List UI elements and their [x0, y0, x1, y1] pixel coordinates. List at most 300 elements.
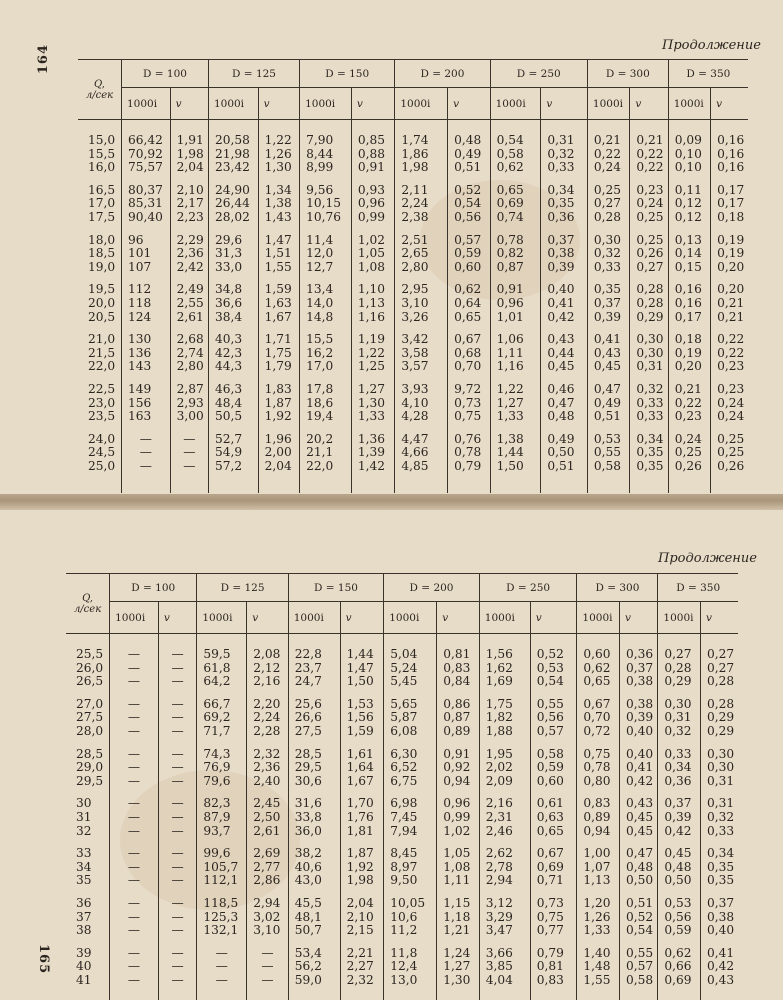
head-loss-subheader: 1000i	[587, 88, 629, 120]
head-loss-cell: 0,69	[490, 197, 541, 211]
velocity-cell: 2,20	[247, 698, 289, 712]
velocity-cell: 0,51	[541, 460, 588, 474]
flow-rate-cell: 16,5	[88, 183, 116, 197]
head-loss-cell: 21,1	[300, 446, 352, 460]
diameter-header: D = 100	[110, 574, 197, 602]
continuation-label: Продолжение	[662, 38, 761, 53]
velocity-cell: 1,25	[351, 360, 394, 374]
spacer-cell	[258, 175, 299, 184]
head-loss-cell: —	[110, 811, 159, 825]
head-loss-cell: 0,91	[490, 283, 541, 297]
spacer-cell	[530, 634, 577, 649]
spacer-cell	[395, 225, 448, 234]
spacer-cell	[258, 374, 299, 383]
velocity-cell: 1,02	[351, 234, 394, 248]
head-loss-cell: 0,62	[490, 161, 541, 175]
head-loss-cell: —	[110, 924, 159, 938]
head-loss-cell: 0,70	[577, 711, 620, 725]
velocity-cell: 2,87	[170, 383, 208, 397]
table-row	[78, 211, 748, 225]
head-loss-cell: 8,45	[384, 847, 437, 861]
spacer-cell	[490, 473, 541, 493]
head-loss-cell: 28,5	[288, 748, 340, 762]
spacer-cell	[384, 788, 437, 797]
head-loss-cell: 30,6	[288, 775, 340, 789]
velocity-cell: 1,10	[351, 283, 394, 297]
velocity-cell: —	[158, 675, 196, 689]
head-loss-cell: 66,42	[121, 134, 170, 148]
spacer-cell	[620, 689, 658, 698]
head-loss-cell: 4,85	[395, 460, 448, 474]
head-loss-cell: 2,51	[395, 234, 448, 248]
velocity-cell: 0,18	[711, 211, 748, 225]
flow-rate-cell: 25,5	[76, 648, 104, 661]
spacer-cell	[78, 120, 121, 135]
velocity-cell: 0,69	[530, 861, 577, 875]
head-loss-cell: 0,28	[658, 662, 701, 676]
velocity-cell: 0,40	[620, 725, 658, 739]
head-loss-cell: 10,05	[384, 897, 437, 911]
velocity-cell: 0,28	[630, 283, 668, 297]
spacer-cell	[121, 473, 170, 493]
head-loss-cell: 2,46	[479, 825, 530, 839]
head-loss-cell: 10,76	[300, 211, 352, 225]
velocity-cell: 0,34	[630, 433, 668, 447]
table-row	[78, 446, 748, 460]
hydraulic-table	[66, 574, 738, 1000]
head-loss-cell: 1,62	[479, 662, 530, 676]
spacer-cell	[541, 175, 588, 184]
flow-rate-cell: 17,5	[88, 210, 116, 224]
spacer-cell	[300, 120, 352, 135]
head-loss-cell: 3,26	[395, 311, 448, 325]
head-loss-cell: 25,6	[288, 698, 340, 712]
spacer-cell	[288, 689, 340, 698]
head-loss-cell: 5,87	[384, 711, 437, 725]
spacer-row	[66, 888, 738, 897]
head-loss-cell: 7,94	[384, 825, 437, 839]
velocity-cell: 0,37	[620, 662, 658, 676]
velocity-cell: 1,02	[437, 825, 480, 839]
spacer-cell	[170, 374, 208, 383]
velocity-cell: 2,27	[340, 960, 384, 974]
head-loss-cell: 56,2	[288, 960, 340, 974]
spacer-cell	[78, 324, 121, 333]
spacer-cell	[288, 987, 340, 1000]
head-loss-cell: 1,86	[395, 148, 448, 162]
spacer-row	[78, 175, 748, 184]
velocity-cell: —	[158, 711, 196, 725]
spacer-cell	[110, 838, 159, 847]
head-loss-cell: 112,1	[197, 874, 247, 888]
velocity-cell: 0,38	[620, 698, 658, 712]
velocity-subheader: v	[351, 88, 394, 120]
velocity-cell: 0,56	[448, 211, 490, 225]
head-loss-subheader: 1000i	[208, 88, 258, 120]
head-loss-cell: 12,0	[300, 247, 352, 261]
spacer-cell	[158, 634, 196, 649]
flow-rate-cell: 18,5	[88, 247, 116, 261]
spacer-cell	[170, 175, 208, 184]
spacer-row	[66, 689, 738, 698]
spacer-cell	[658, 689, 701, 698]
table-row	[78, 297, 748, 311]
head-loss-cell: 0,14	[668, 247, 710, 261]
velocity-cell: 1,18	[437, 911, 480, 925]
head-loss-cell: 3,29	[479, 911, 530, 925]
velocity-subheader: v	[437, 602, 480, 634]
head-loss-cell: 14,0	[300, 297, 352, 311]
head-loss-cell: 0,62	[658, 947, 701, 961]
velocity-subheader: v	[630, 88, 668, 120]
velocity-cell: 2,10	[340, 911, 384, 925]
velocity-cell: 0,43	[620, 797, 658, 811]
flow-rate-cell: 19,0	[88, 260, 116, 274]
head-loss-cell: 57,2	[208, 460, 258, 474]
spacer-cell	[437, 838, 480, 847]
velocity-cell: 0,16	[711, 148, 748, 162]
head-loss-cell: 1,82	[479, 711, 530, 725]
velocity-cell: —	[170, 433, 208, 447]
diameter-header: D = 125	[208, 60, 299, 88]
spacer-cell	[490, 274, 541, 283]
spacer-cell	[340, 788, 384, 797]
flow-rate-cell: 28,5	[76, 747, 104, 761]
spacer-cell	[668, 120, 710, 135]
spacer-cell	[300, 225, 352, 234]
velocity-cell: 2,86	[247, 874, 289, 888]
diameter-header: D = 300	[587, 60, 668, 88]
page-fold	[0, 494, 783, 510]
velocity-cell: 0,87	[437, 711, 480, 725]
velocity-cell: 1,98	[340, 874, 384, 888]
head-loss-cell: 8,99	[300, 161, 352, 175]
head-loss-cell: 1,16	[490, 360, 541, 374]
velocity-cell: 0,58	[620, 974, 658, 988]
velocity-cell: 1,43	[258, 211, 299, 225]
spacer-cell	[711, 225, 748, 234]
spacer-cell	[158, 938, 196, 947]
velocity-cell: 0,26	[711, 460, 748, 474]
spacer-row	[66, 987, 738, 1000]
diameter-header: D = 150	[300, 60, 395, 88]
head-loss-subheader: 1000i	[197, 602, 247, 634]
velocity-cell: —	[158, 775, 196, 789]
velocity-cell: 0,77	[530, 924, 577, 938]
head-loss-cell: 1,69	[479, 675, 530, 689]
velocity-cell: 0,24	[630, 197, 668, 211]
spacer-cell	[384, 739, 437, 748]
table-row	[78, 283, 748, 297]
table-row	[66, 775, 738, 789]
head-loss-cell: 1,33	[577, 924, 620, 938]
spacer-cell	[701, 888, 739, 897]
head-loss-cell: 59,5	[197, 648, 247, 662]
head-loss-cell: 11,4	[300, 234, 352, 248]
velocity-cell: 0,47	[620, 847, 658, 861]
head-loss-cell: 0,23	[668, 410, 710, 424]
velocity-cell: 0,73	[530, 897, 577, 911]
velocity-cell: 2,55	[170, 297, 208, 311]
table-row	[78, 410, 748, 424]
spacer-cell	[437, 888, 480, 897]
flow-rate-cell: 41	[76, 973, 92, 987]
spacer-cell	[158, 888, 196, 897]
spacer-cell	[658, 634, 701, 649]
head-loss-cell: 2,65	[395, 247, 448, 261]
flow-rate-symbol: Q,	[82, 592, 93, 604]
spacer-cell	[78, 175, 121, 184]
head-loss-cell: 19,4	[300, 410, 352, 424]
velocity-cell: 0,38	[620, 675, 658, 689]
head-loss-subheader: 1000i	[300, 88, 352, 120]
head-loss-cell: —	[121, 433, 170, 447]
head-loss-cell: 0,49	[587, 397, 629, 411]
spacer-cell	[170, 424, 208, 433]
spacer-cell	[197, 987, 247, 1000]
velocity-cell: 0,83	[437, 662, 480, 676]
spacer-cell	[197, 788, 247, 797]
velocity-cell: 0,31	[541, 134, 588, 148]
table-row	[78, 184, 748, 198]
head-loss-cell: 17,0	[300, 360, 352, 374]
spacer-cell	[208, 175, 258, 184]
velocity-cell: 0,23	[711, 383, 748, 397]
head-loss-cell: 0,12	[668, 197, 710, 211]
spacer-cell	[668, 274, 710, 283]
velocity-cell: 0,32	[630, 383, 668, 397]
flow-rate-cell: 28,0	[76, 724, 104, 738]
head-loss-cell: 31,3	[208, 247, 258, 261]
spacer-cell	[577, 888, 620, 897]
velocity-cell: 1,75	[258, 347, 299, 361]
velocity-cell: 0,78	[448, 446, 490, 460]
spacer-cell	[530, 888, 577, 897]
flow-rate-cell: 21,0	[88, 333, 116, 347]
head-loss-cell: 0,47	[587, 383, 629, 397]
head-loss-cell: 3,10	[395, 297, 448, 311]
velocity-cell: 0,57	[530, 725, 577, 739]
head-loss-cell: 124	[121, 311, 170, 325]
spacer-cell	[110, 689, 159, 698]
spacer-cell	[247, 987, 289, 1000]
velocity-cell: 1,64	[340, 761, 384, 775]
spacer-cell	[448, 473, 490, 493]
diameter-header: D = 100	[121, 60, 208, 88]
velocity-cell: 2,94	[247, 897, 289, 911]
head-loss-cell: 2,78	[479, 861, 530, 875]
head-loss-cell: 0,28	[587, 211, 629, 225]
velocity-cell: 0,26	[630, 247, 668, 261]
spacer-cell	[530, 987, 577, 1000]
head-loss-cell: 0,53	[658, 897, 701, 911]
flow-rate-cell: 38	[76, 924, 92, 938]
head-loss-cell: 40,3	[208, 333, 258, 347]
diameter-header: D = 250	[490, 60, 587, 88]
spacer-cell	[170, 324, 208, 333]
flow-rate-cell: 39	[76, 946, 92, 960]
head-loss-cell: 1,11	[490, 347, 541, 361]
head-loss-cell: 2,16	[479, 797, 530, 811]
spacer-cell	[170, 225, 208, 234]
table-row	[78, 134, 748, 148]
spacer-cell	[437, 987, 480, 1000]
head-loss-cell: 112	[121, 283, 170, 297]
table-row	[78, 397, 748, 411]
spacer-cell	[541, 424, 588, 433]
spacer-cell	[587, 175, 629, 184]
head-loss-cell: —	[110, 748, 159, 762]
velocity-cell: 2,61	[247, 825, 289, 839]
head-loss-cell: 0,94	[577, 825, 620, 839]
velocity-cell: 2,42	[170, 261, 208, 275]
page-165	[0, 510, 783, 1000]
diameter-header: D = 350	[658, 574, 738, 602]
velocity-cell: 2,36	[247, 761, 289, 775]
velocity-cell: 0,38	[541, 247, 588, 261]
spacer-cell	[587, 274, 629, 283]
velocity-cell: 0,33	[630, 410, 668, 424]
velocity-cell: 0,22	[711, 333, 748, 347]
velocity-cell: 0,63	[530, 811, 577, 825]
velocity-cell: 0,30	[701, 761, 739, 775]
page-number: 164	[36, 44, 51, 75]
velocity-cell: 0,59	[448, 247, 490, 261]
table-row	[78, 261, 748, 275]
head-loss-cell: 0,19	[668, 347, 710, 361]
head-loss-cell: 118,5	[197, 897, 247, 911]
head-loss-cell: 48,1	[288, 911, 340, 925]
velocity-subheader: v	[158, 602, 196, 634]
head-loss-cell: 0,75	[577, 748, 620, 762]
head-loss-cell: 0,51	[587, 410, 629, 424]
head-loss-cell: 0,48	[658, 861, 701, 875]
velocity-cell: 0,29	[701, 725, 739, 739]
velocity-cell: 0,70	[448, 360, 490, 374]
spacer-cell	[711, 374, 748, 383]
spacer-cell	[630, 175, 668, 184]
spacer-cell	[587, 225, 629, 234]
head-loss-cell: 1,95	[479, 748, 530, 762]
head-loss-cell: 0,82	[490, 247, 541, 261]
spacer-cell	[66, 788, 110, 797]
velocity-cell: 0,33	[701, 825, 739, 839]
head-loss-cell: 90,40	[121, 211, 170, 225]
spacer-cell	[577, 689, 620, 698]
head-loss-cell: 29,6	[208, 234, 258, 248]
spacer-cell	[668, 324, 710, 333]
head-loss-cell: 0,10	[668, 161, 710, 175]
velocity-cell: —	[247, 974, 289, 988]
head-loss-cell: 42,3	[208, 347, 258, 361]
velocity-cell: 1,87	[340, 847, 384, 861]
head-loss-cell: 52,7	[208, 433, 258, 447]
velocity-cell: 1,08	[351, 261, 394, 275]
spacer-cell	[490, 175, 541, 184]
spacer-cell	[158, 987, 196, 1000]
spacer-cell	[541, 473, 588, 493]
head-loss-cell: 0,39	[587, 311, 629, 325]
velocity-cell: 0,91	[351, 161, 394, 175]
head-loss-cell: 0,32	[587, 247, 629, 261]
flow-rate-cell: 17,0	[88, 197, 116, 211]
flow-rate-cell: 23,5	[88, 410, 116, 424]
spacer-cell	[288, 634, 340, 649]
spacer-cell	[620, 634, 658, 649]
head-loss-cell: 3,66	[479, 947, 530, 961]
spacer-cell	[258, 424, 299, 433]
table-row	[78, 197, 748, 211]
head-loss-cell: 21,98	[208, 148, 258, 162]
velocity-cell: 2,32	[247, 748, 289, 762]
table-row	[66, 911, 738, 925]
velocity-cell: —	[158, 874, 196, 888]
head-loss-cell: 1,75	[479, 698, 530, 712]
head-loss-cell: 1,48	[577, 960, 620, 974]
head-loss-cell: 85,31	[121, 197, 170, 211]
head-loss-cell: 3,57	[395, 360, 448, 374]
spacer-cell	[577, 634, 620, 649]
velocity-cell: 0,36	[620, 648, 658, 662]
flow-rate-cell: 24,0	[88, 432, 116, 446]
spacer-cell	[340, 938, 384, 947]
spacer-cell	[620, 838, 658, 847]
spacer-cell	[66, 689, 110, 698]
spacer-row	[66, 788, 738, 797]
spacer-cell	[395, 374, 448, 383]
flow-rate-cell: 40	[76, 960, 92, 974]
head-loss-cell: 50,7	[288, 924, 340, 938]
spacer-cell	[577, 739, 620, 748]
spacer-cell	[300, 374, 352, 383]
diameter-header: D = 150	[288, 574, 384, 602]
spacer-cell	[208, 473, 258, 493]
spacer-cell	[384, 689, 437, 698]
velocity-cell: 1,87	[258, 397, 299, 411]
spacer-cell	[479, 987, 530, 1000]
velocity-cell: 1,44	[340, 648, 384, 662]
spacer-cell	[258, 274, 299, 283]
head-loss-cell: 79,6	[197, 775, 247, 789]
table-row	[66, 847, 738, 861]
head-loss-cell: 11,8	[384, 947, 437, 961]
velocity-cell: 2,80	[170, 360, 208, 374]
velocity-cell: 0,25	[630, 211, 668, 225]
velocity-cell: 0,41	[541, 297, 588, 311]
velocity-cell: 1,50	[340, 675, 384, 689]
spacer-cell	[247, 838, 289, 847]
velocity-cell: 2,04	[258, 460, 299, 474]
spacer-cell	[711, 324, 748, 333]
head-loss-cell: 0,62	[577, 662, 620, 676]
velocity-cell: 0,68	[448, 347, 490, 361]
head-loss-cell: —	[110, 675, 159, 689]
flow-rate-cell: 16,0	[88, 161, 116, 175]
flow-rate-cell: 27,0	[76, 697, 104, 711]
velocity-cell: 2,69	[247, 847, 289, 861]
velocity-cell: —	[158, 797, 196, 811]
head-loss-cell: 96	[121, 234, 170, 248]
head-loss-cell: 13,4	[300, 283, 352, 297]
velocity-cell: —	[158, 911, 196, 925]
head-loss-cell: —	[110, 797, 159, 811]
head-loss-cell: 1,74	[395, 134, 448, 148]
velocity-cell: —	[158, 974, 196, 988]
head-loss-cell: 0,17	[668, 311, 710, 325]
head-loss-cell: 27,5	[288, 725, 340, 739]
spacer-cell	[668, 424, 710, 433]
spacer-cell	[340, 689, 384, 698]
